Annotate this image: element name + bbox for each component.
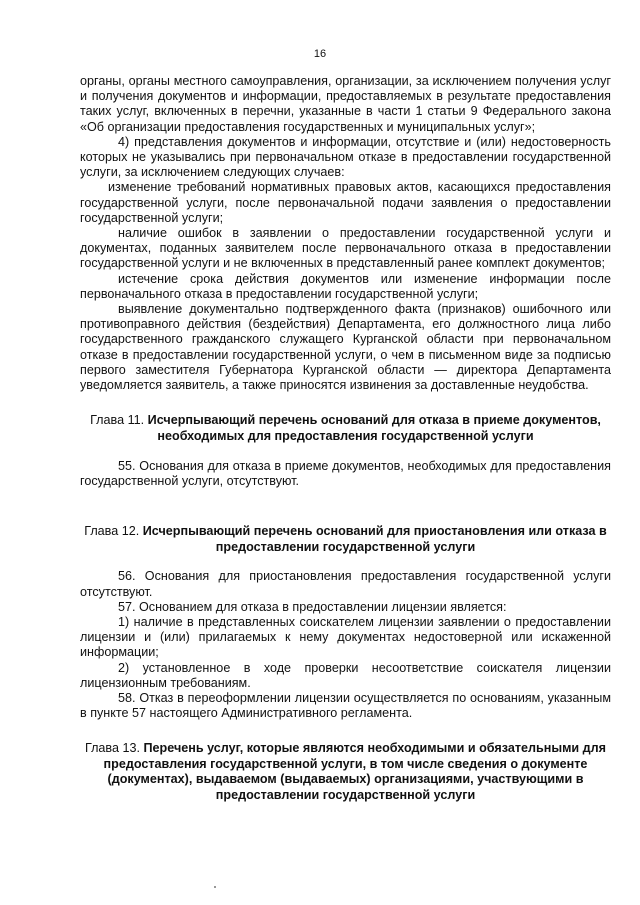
paragraph-57: 57. Основанием для отказа в предоставлении лицензии является: xyxy=(118,599,507,614)
page-number: 16 xyxy=(313,48,327,60)
chapter-12-label: Глава 12. xyxy=(84,524,140,539)
paragraph-57-2: 2) установленное в ходе проверки несоответствие соискателя лицензии лицензионным требованиям. xyxy=(80,660,611,690)
paragraph-57-1: 1) наличие в представленных соискателем лицензии заявлении о предоставлении лицензии и (или) прилагаемых к нему документах недостоверной или искаженной информации; xyxy=(80,614,611,660)
chapter-12-title: Исчерпывающий перечень оснований для приостановления или отказа в предоставлении государственной услуги xyxy=(142,524,607,554)
chapter-13-title: Перечень услуг, которые являются необходимыми и обязательными для предоставления государственной услуги, в том числе сведения о документе (документах), выдаваемом (выдаваемых) организациями, участвующими в предоставлении государственной услуги xyxy=(103,741,607,802)
paragraph-case-3: истечение срока действия документов или изменение информации после первоначального отказа в предоставлении государственной услуги; xyxy=(80,271,611,301)
paragraph-case-2: наличие ошибок в заявлении о предоставлении государственной услуги и документах, поданных заявителем после первоначального отказа в предоставлении государственной услуги и не включенных в представленный ранее комплект документов; xyxy=(80,226,611,271)
chapter-11-label: Глава 11. xyxy=(90,413,145,428)
paragraph-58: 58. Отказ в переоформлении лицензии осуществляется по основаниям, указанным в пункте 57 настоящего Административного регламента. xyxy=(80,690,611,721)
paragraph-56: 56. Основания для приостановления предоставления государственной услуги отсутствуют. xyxy=(80,569,611,599)
paragraph-intro: органы, органы местного самоуправления, организации, за исключением получения услуг и получения документов и информации, предоставляемых в результате предоставления таких услуг, включенных в перечни, указанные в части 1 статьи 9 Федерального закона «Об организации предоставления государственных и муниципальных услуг»; xyxy=(80,74,611,134)
scan-dot xyxy=(214,886,216,888)
chapter-13-label: Глава 13. xyxy=(84,741,140,756)
document-body xyxy=(80,74,611,803)
chapter-13-heading xyxy=(80,741,611,803)
chapter-11-heading xyxy=(80,413,611,444)
paragraph-case-1: изменение требований нормативных правовых актов, касающихся предоставления государственной услуги, после первоначальной подачи заявления о предоставлении государственной услуги; xyxy=(80,180,611,225)
paragraph-item-4: 4) представления документов и информации, отсутствие и (или) недостоверность которых не указывались при первоначальном отказе в предоставлении государственной услуги, за исключением следующих случаев: xyxy=(80,134,611,180)
chapter-11-title: Исчерпывающий перечень оснований для отказа в приеме документов, необходимых для предоставления государственной услуги xyxy=(147,413,601,443)
paragraph-case-4: выявление документально подтвержденного факта (признаков) ошибочного или противоправного действия (бездействия) Департамента, его должностного лица либо государственного гражданского служащего Курганской области при первоначальном отказе в предоставлении государственной услуги, о чем в письменном виде за подписью первого заместителя Губернатора Курганской области — директора Департамента уведомляется заявитель, а также приносятся извинения за доставленные неудобства. xyxy=(80,302,611,393)
chapter-12-heading xyxy=(80,524,611,555)
paragraph-55: 55. Основания для отказа в приеме документов, необходимых для предоставления государственной услуги, отсутствуют. xyxy=(80,459,611,489)
